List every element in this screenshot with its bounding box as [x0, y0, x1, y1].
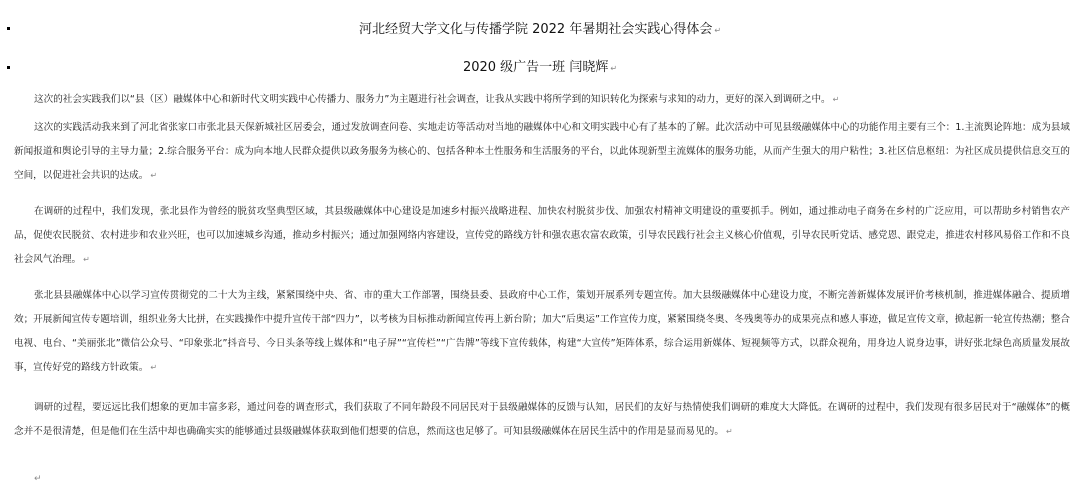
document-title-text: 河北经贸大学文化与传播学院 2022 年暑期社会实践心得体会 — [358, 22, 713, 37]
document-title — [0, 21, 1080, 40]
document-subtitle-text: 2020 级广告一班 闫晓辉 — [462, 60, 609, 75]
paragraph-mark: ↵ — [150, 363, 158, 372]
paragraph-4 — [14, 284, 1070, 380]
paragraph-mark: ↵ — [150, 171, 158, 180]
paragraph-mark: ↵ — [610, 64, 618, 73]
paragraph-3-text: 在调研的过程中，我们发现，张北县作为曾经的脱贫攻坚典型区域，其县级融媒体中心建设是加速乡村振兴战略进程、加快农村脱贫步伐、加强农村精神文明建设的重要抓手。例如，通过推动电子商务在乡村的广泛应用，可以帮助乡村销售农产品，促使农民脱贫、农村进步和农业兴旺，也可以加速城乡沟通，推动乡村振兴；通过加强网络内容建设，宣传党的路线方针和强农惠农富农政策，引导农民践行社会主义核心价值观，引导农民听党话、感党恩、跟党走，推进农村移风易俗工作和不良社会风气治理。 — [14, 206, 1070, 265]
paragraph-2 — [14, 116, 1070, 188]
paragraph-mark: ↵ — [725, 427, 733, 436]
paragraph-3 — [14, 200, 1070, 272]
document-subtitle — [0, 59, 1080, 78]
paragraph-mark: ↵ — [83, 255, 90, 264]
paragraph-1-text: 这次的社会实践我们以“县（区）融媒体中心和新时代文明实践中心传播力、服务力”为主题进行社会调查，让我从实践中将所学到的知识转化为探索与求知的动力，更好的深入到调研之中。 — [34, 94, 831, 105]
paragraph-mark: ↵ — [832, 95, 840, 104]
paragraph-mark: ↵ — [714, 26, 722, 35]
paragraph-2-text: 这次的实践活动我来到了河北省张家口市张北县天保新城社区居委会，通过发放调查问卷、实地走访等活动对当地的融媒体中心和文明实践中心有了基本的了解。此次活动中可见县级融媒体中心的功能作用主要有三个：1.主流舆论阵地：成为县域新闻报道和舆论引导的主导力量；2.综合服务平台：成为向本地人民群众提供以政务服务为核心的、包括各种本土性服务和生活服务的平台，以此体现新型主流媒体的服务功能，从而产生强大的用户粘性；3.社区信息枢纽：为社区成员提供信息交互的空间，以促进社会共识的达成。 — [14, 122, 1070, 181]
paragraph-5 — [14, 396, 1070, 444]
paragraph-4-text: 张北县县融媒体中心以学习宣传贯彻党的二十大为主线，紧紧围绕中央、省、市的重大工作部署，围绕县委、县政府中心工作，策划开展系列专题宣传。加大县级融媒体中心建设力度，不断完善新媒体发展评价考核机制，推进媒体融合、提质增效；开展新闻宣传专题培训，组织业务大比拼，在实践操作中提升宣传干部“四力”，以考核为目标推动新闻宣传再上新台阶；加大“后奥运”工作宣传力度，紧紧围绕冬奥、冬残奥等办的成果亮点和感人事迹，做足宣传文章，掀起新一轮宣传热潮；整合电视、电台、“美丽张北”微信公众号、“印象张北”抖音号、今日头条等线上媒体和“电子屏”“宣传栏”“广告牌”等线下宣传载体，构建“大宣传”矩阵体系，综合运用新媒体、短视频等方式，以群众视角，用身边人说身边事，讲好张北绿色高质量发展故事，宣传好党的路线方针政策。 — [14, 290, 1071, 373]
empty-paragraph-mark: ↵ — [34, 474, 42, 484]
paragraph-5-text: 调研的过程，要远远比我们想象的更加丰富多彩，通过问卷的调查形式，我们获取了不同年龄段不同居民对于县级融媒体的反馈与认知，居民们的友好与热情使我们调研的难度大大降低。在调研的过程中，我们发现有很多居民对于“融媒体”的概念并不是很清楚，但是他们在生活中却也确确实实的能够通过县级融媒体获取到他们想要的信息，然而这也足够了。可知县级融媒体在居民生活中的作用是显而易见的。 — [14, 402, 1070, 437]
paragraph-1 — [14, 88, 1070, 112]
